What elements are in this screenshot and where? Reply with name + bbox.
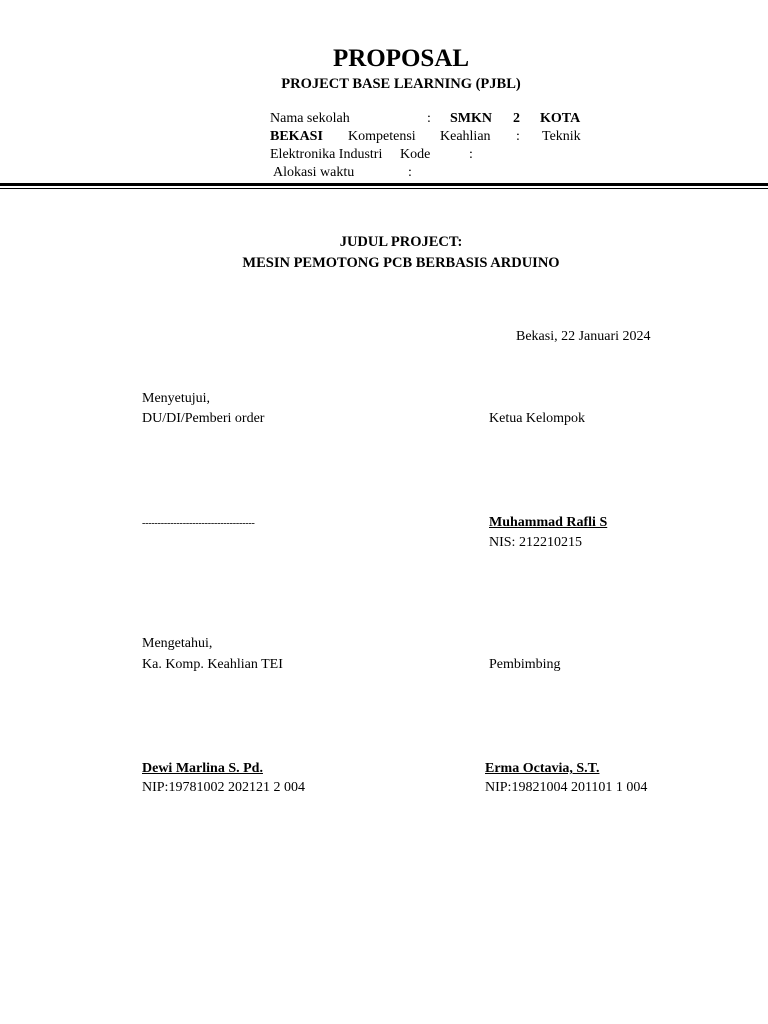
head-label: Ka. Komp. Keahlian TEI xyxy=(142,657,283,672)
header-divider-thin xyxy=(0,188,768,189)
competence-colon: : xyxy=(516,129,520,144)
school-value-3: KOTA xyxy=(540,111,581,126)
document-subtitle: PROJECT BASE LEARNING (PJBL) xyxy=(281,76,521,92)
supervisor-id: NIP:19821004 201101 1 004 xyxy=(485,780,648,795)
leader-name: Muhammad Rafli S xyxy=(489,515,608,530)
project-heading: JUDUL PROJECT: xyxy=(339,234,463,250)
blank-signature-line: ------------------------------------ xyxy=(142,518,255,529)
competence-value-2: Elektronika Industri xyxy=(270,147,383,162)
school-label: Nama sekolah xyxy=(270,111,350,126)
acknowledge-label: Mengetahui, xyxy=(142,636,213,651)
code-label: Kode xyxy=(400,147,431,162)
header-divider-thick xyxy=(0,183,768,186)
order-giver-label: DU/DI/Pemberi order xyxy=(142,411,265,426)
school-value-1: SMKN xyxy=(450,111,492,126)
competence-label-1: Kompetensi xyxy=(348,129,416,144)
supervisor-label: Pembimbing xyxy=(489,657,561,672)
school-value-4: BEKASI xyxy=(270,129,323,144)
place-date: Bekasi, 22 Januari 2024 xyxy=(516,329,651,344)
code-colon: : xyxy=(469,147,473,162)
head-name: Dewi Marlina S. Pd. xyxy=(142,761,263,776)
time-colon: : xyxy=(408,165,412,180)
leader-id: NIS: 212210215 xyxy=(489,535,582,550)
group-leader-label: Ketua Kelompok xyxy=(489,411,586,426)
competence-label-2: Keahlian xyxy=(440,129,491,144)
time-label: Alokasi waktu xyxy=(273,165,355,180)
competence-value-1: Teknik xyxy=(542,129,581,144)
document-title: PROPOSAL xyxy=(332,45,470,72)
approve-label: Menyetujui, xyxy=(142,391,211,406)
head-id: NIP:19781002 202121 2 004 xyxy=(142,780,305,795)
supervisor-name: Erma Octavia, S.T. xyxy=(485,761,600,776)
school-colon: : xyxy=(427,111,431,126)
school-value-2: 2 xyxy=(513,111,520,126)
project-name: MESIN PEMOTONG PCB BERBASIS ARDUINO xyxy=(242,255,560,271)
